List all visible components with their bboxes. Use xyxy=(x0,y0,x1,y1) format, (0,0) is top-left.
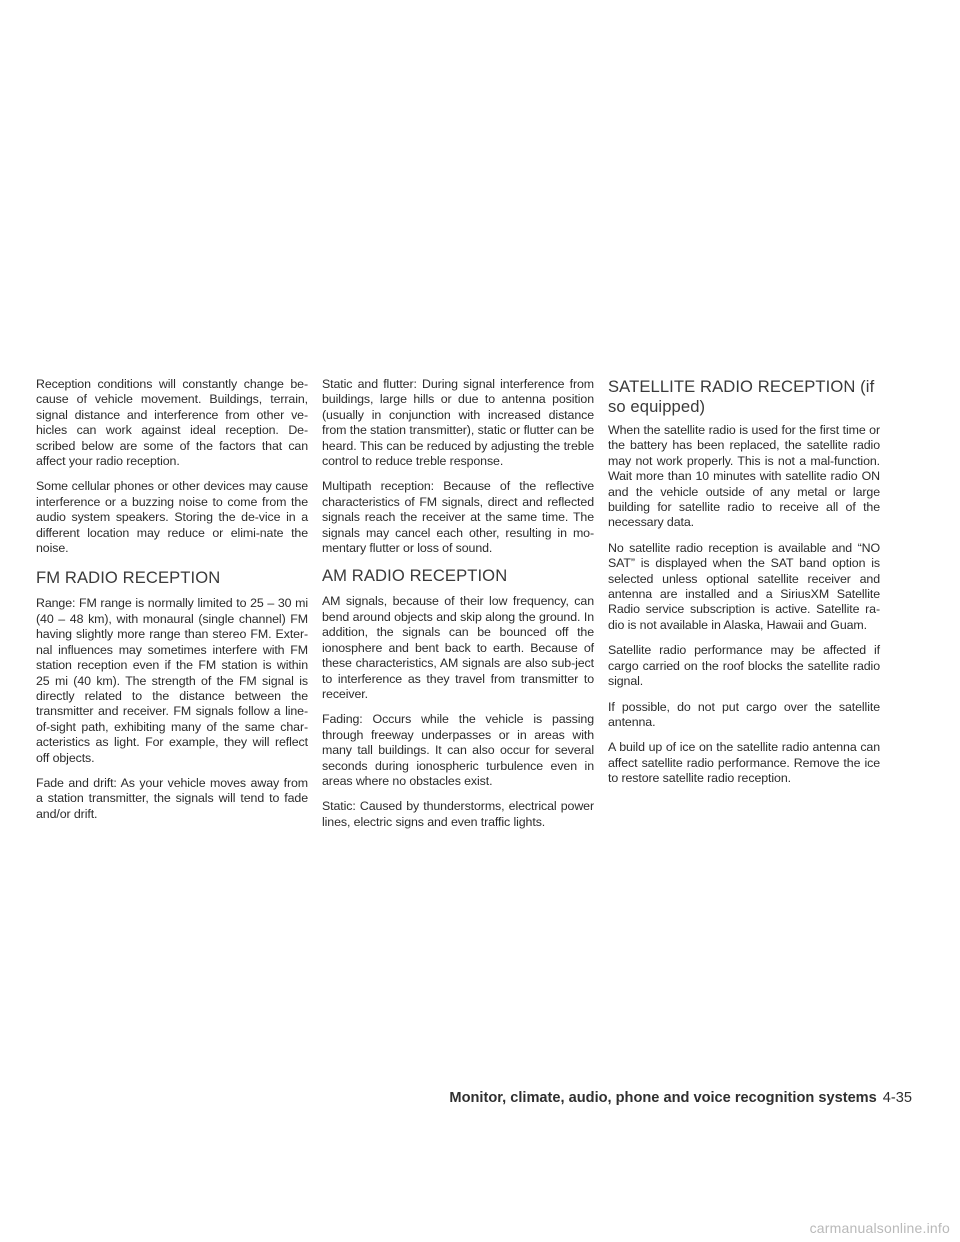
column-1 xyxy=(36,377,308,832)
fm-range-paragraph: Range: FM range is normally limited to 25 – 30 mi (40 – 48 km), with monaural (single channel) FM having slightly more range than stereo FM. Exter-nal influences may sometimes interfere with FM station reception even if the FM station is within 25 mi (40 km). The strength of the FM signal is directly related to the distance between the transmitter and receiver. FM signals follow a line-of-sight path, exhibiting many of the same char-acteristics as light. For example, they will reflect off objects. xyxy=(36,596,308,765)
fm-radio-reception-heading: FM RADIO RECEPTION xyxy=(36,568,221,588)
page-footer xyxy=(449,1090,912,1106)
satellite-first-use-paragraph: When the satellite radio is used for the first time or the battery has been replaced, the satellite radio may not work properly. This is not a mal-function. Wait more than 10 minutes with satellite radio ON and the vehicle outside of any metal or large building for satellite radio to receive all of the necessary data. xyxy=(608,423,880,530)
satellite-radio-reception-heading: SATELLITE RADIO RECEPTION (if so equipped) xyxy=(608,377,875,416)
ice-on-antenna-paragraph: A build up of ice on the satellite radio antenna can affect satellite radio performance. Remove the ice to restore satellite radio reception. xyxy=(608,740,880,786)
fading-paragraph: Fading: Occurs while the vehicle is passing through freeway underpasses or in areas with many tall buildings. It can also occur for several seconds during ionospheric turbulence even in areas where no obstacles exist. xyxy=(322,712,594,788)
am-signals-paragraph: AM signals, because of their low frequency, can bend around objects and skip along the ground. In addition, the signals can be bounced off the ionosphere and bent back to earth. Because of these characteristics, AM signals are also sub-ject to interference as they travel from transmitter to receiver. xyxy=(322,594,594,701)
roof-cargo-paragraph: Satellite radio performance may be affected if cargo carried on the roof blocks the satellite radio signal. xyxy=(608,643,880,689)
cellular-interference-paragraph: Some cellular phones or other devices may cause interference or a buzzing noise to come from the audio system speakers. Storing the de-vice in a different location may reduce or elimi-nate the noise. xyxy=(36,479,308,556)
fade-and-drift-paragraph: Fade and drift: As your vehicle moves away from a station transmitter, the signals will tend to fade and/or drift. xyxy=(36,775,308,821)
reception-conditions-paragraph: Reception conditions will constantly change be-cause of vehicle movement. Buildings, terrain, signal distance and interference from other ve-hicles can work against ideal reception. De-scribed below are some of the factors that can affect your radio reception. xyxy=(36,377,308,469)
cargo-over-antenna-paragraph: If possible, do not put cargo over the satellite antenna. xyxy=(608,699,880,729)
column-2 xyxy=(322,377,594,840)
no-sat-paragraph: No satellite radio reception is available and “NO SAT” is displayed when the SAT band option is selected unless optional satellite receiver and antenna are installed and a SiriusXM Satellite Radio service subscription is active. Satellite ra-dio is not available in Alaska, Hawaii and Guam. xyxy=(608,540,880,632)
footer-section-title: Monitor, climate, audio, phone and voice recognition systems xyxy=(449,1090,877,1106)
static-paragraph: Static: Caused by thunderstorms, electrical power lines, electric signs and even traffic lights. xyxy=(322,799,594,829)
column-3 xyxy=(608,377,880,797)
watermark: carmanualsonline.info xyxy=(809,1220,950,1236)
am-radio-reception-heading: AM RADIO RECEPTION xyxy=(322,566,508,586)
multipath-reception-paragraph: Multipath reception: Because of the reflective characteristics of FM signals, direct and reflected signals reach the receiver at the same time. The signals may cancel each other, resulting in mo-mentary flutter or loss of sound. xyxy=(322,479,594,556)
static-and-flutter-paragraph: Static and flutter: During signal interference from buildings, large hills or due to antenna position (usually in conjunction with increased distance from the station transmitter), static or flutter can be heard. This can be reduced by adjusting the treble control to reduce treble response. xyxy=(322,377,594,469)
page-number: 4-35 xyxy=(882,1090,912,1106)
